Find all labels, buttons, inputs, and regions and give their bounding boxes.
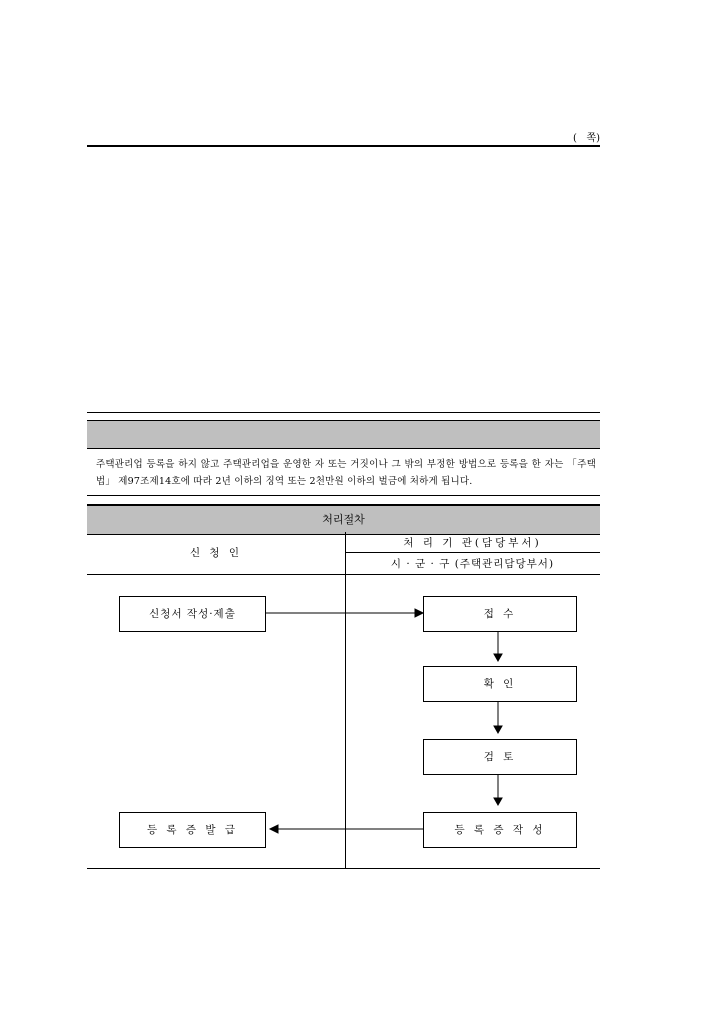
apply-step-box: 신청서 작성·제출 [119,596,266,632]
procedure-title: 처리절차 [87,504,600,535]
prepare-to-issue-arrowhead [270,825,278,833]
review-to-prepare-arrowhead [494,798,502,805]
confirm-to-review-arrowhead [494,726,502,733]
confirm-step-box: 확 인 [423,666,577,702]
notice-text: 주택관리업 등록을 하지 않고 주택관리업을 운영한 자 또는 거짓이나 그 밖의 부정한 방법으로 등록을 한 자는 「주택법」 제97조제14호에 따라 2년 이하의 징역 또는 2천만원 이하의 벌금에 처하게 됩니다. [96,459,596,487]
procedure-bottom-rule [87,868,600,869]
receive-step-box: 접 수 [423,596,577,632]
agency-header: 처 리 기 관(담당부서) [403,537,542,549]
apply-to-receive-arrowhead [415,609,423,617]
review-step-box: 검 토 [423,739,577,775]
agency-subheader: 시 · 군 · 구 (주택관리담당부서) [390,558,555,570]
issue-certificate-box: 등 록 증 발 급 [119,812,266,848]
prepare-certificate-box: 등 록 증 작 성 [423,812,577,848]
receive-to-confirm-arrowhead [494,654,502,661]
page-number: ( 쪽) [573,133,600,144]
applicant-header: 신 청 인 [189,547,243,559]
